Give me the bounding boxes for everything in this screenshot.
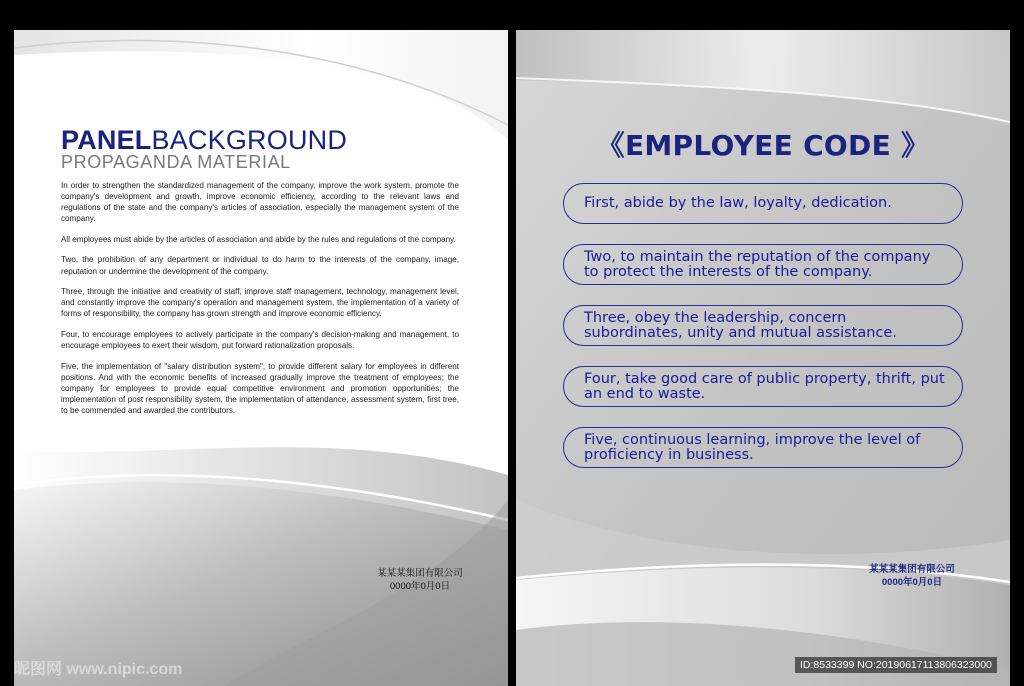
left-panel	[14, 30, 508, 686]
paragraph: Five, the implementation of "salary distribution system", to provide different salary for employees in different positions. And with the economic benefits of increased gradually improve the treatment of employees; the company for employees to provide equal competitive environment and promotion opportunities; the implementation of post responsibility system, the implementation of attendance, assessment system, first tree, to be commended and awarded the contributors.	[61, 361, 459, 415]
panel-title-bold: PANEL	[61, 125, 152, 155]
rule-box	[563, 366, 963, 407]
employee-code-title: 《EMPLOYEE CODE 》	[596, 129, 930, 162]
rule-text: Two, to maintain the reputation of the company to protect the interests of the company.	[584, 248, 931, 280]
rule-box	[563, 183, 963, 224]
paragraph: Four, to encourage employees to actively participate in the company's decision-making and management, to encourage employees to exert their wisdom, put forward rationalization proposals.	[61, 329, 459, 351]
rule-box	[563, 427, 963, 468]
right-company-name: 某某某集团有限公司	[869, 564, 955, 575]
rule-text: Three, obey the leadership, concern subordinates, unity and mutual assistance.	[584, 309, 897, 341]
left-company-block	[370, 567, 470, 593]
rule-box	[563, 244, 963, 285]
paragraph: In order to strengthen the standardized management of the company, improve the work system, promote the company's development and growth, improve economic efficiency, according to the relevant laws and regulations of the state and the company's articles of association, especially the management system of the company.	[61, 181, 459, 224]
rule-text: Five, continuous learning, improve the level of proficiency in business.	[584, 431, 921, 463]
right-company-block	[852, 563, 972, 589]
panel-title-rest: BACKGROUND	[151, 125, 348, 155]
body-text	[61, 180, 459, 426]
rule-text: First, abide by the law, loyalty, dedication.	[584, 195, 892, 211]
paragraph: Three, through the initiative and creativity of staff, improve staff management, technology, management level, and constantly improve the company's operation and management system, the implementation of a variety of forms of responsibility, the company has grown strength and improve economic efficiency.	[61, 287, 459, 319]
paragraph: All employees must abide by the articles of association and abide by the rules and regulations of the company.	[61, 234, 456, 244]
right-date: 0000年0月0日	[881, 577, 943, 588]
right-panel	[516, 30, 1010, 686]
panel-subtitle: PROPAGANDA MATERIAL	[61, 152, 291, 172]
rule-text: Four, take good care of public property, thrift, put an end to waste.	[584, 370, 945, 402]
paragraph: Two, the prohibition of any department or individual to do harm to the interests of the company, image, reputation or undermine the development of the company.	[61, 255, 459, 276]
left-date: 0000年0月0日	[389, 581, 451, 592]
left-company-name: 某某某集团有限公司	[377, 568, 463, 579]
watermark-right: ID:8533399 NO:20190617113806323000	[795, 657, 997, 673]
rule-box	[563, 305, 963, 346]
watermark-left: 昵图网 www.nipic.com	[14, 661, 183, 678]
